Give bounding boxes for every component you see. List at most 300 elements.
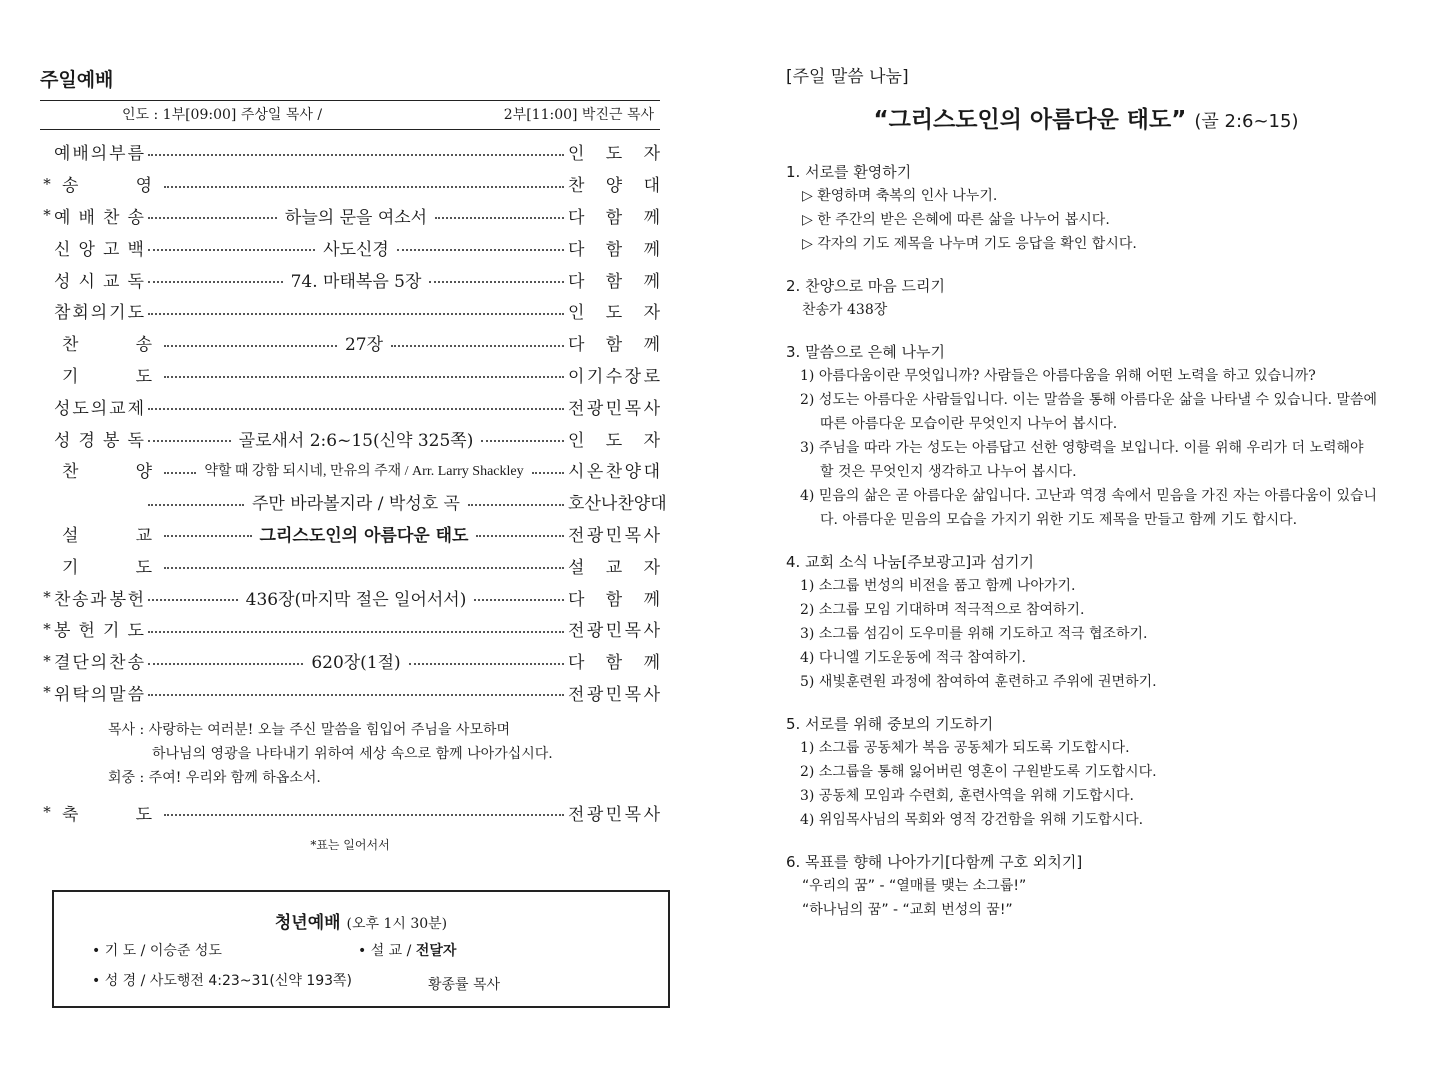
order-item-name <box>54 553 160 578</box>
order-item-detail: 약할 때 강함 되시네, 만유의 주재 / Arr. Larry Shackley <box>204 463 524 479</box>
sermon-title <box>786 101 1386 134</box>
leader-dots <box>148 426 564 451</box>
section-item: 1) 소그룹 번성의 비전을 품고 함께 나아가기. <box>800 578 1076 594</box>
dots <box>391 345 564 347</box>
char: 헌 <box>127 589 144 610</box>
sermon-reference: (골 2:6~15) <box>1194 111 1299 132</box>
order-item-detail: 사도신경 <box>323 239 389 260</box>
section-item: 2) 소그룹 모임 기대하며 적극적으로 참여하기. <box>800 602 1085 618</box>
order-row <box>40 200 660 232</box>
order-item-name <box>54 648 144 673</box>
char: 탁 <box>72 684 89 705</box>
dots <box>164 814 564 816</box>
char: 결 <box>54 653 71 674</box>
char: 배 <box>78 207 95 228</box>
char: 교 <box>109 398 126 419</box>
char: 사 <box>643 525 660 546</box>
standing-note: *표는 일어서서 <box>310 838 390 853</box>
char: 봉 <box>109 589 126 610</box>
char: 함 <box>605 207 623 228</box>
char: 부 <box>109 144 126 165</box>
youth-service-box <box>52 890 670 1008</box>
char: 도 <box>127 303 144 324</box>
order-item-name <box>54 800 160 825</box>
char: 도 <box>135 557 152 578</box>
char: 전 <box>568 684 585 705</box>
char: 민 <box>605 525 623 546</box>
char: 자 <box>643 430 660 451</box>
char: 도 <box>72 398 89 419</box>
sharing-section <box>786 160 1386 256</box>
char: 말 <box>109 684 126 705</box>
char: 찬 <box>62 462 79 483</box>
section-heading: 2. 찬양으로 마음 드리기 <box>786 277 946 295</box>
char: 께 <box>643 239 660 260</box>
leader-dots <box>148 489 564 514</box>
char: 의 <box>90 653 108 674</box>
order-item-leader <box>568 585 660 610</box>
order-item-leader <box>568 616 660 641</box>
char: 찬 <box>568 176 585 197</box>
order-item-leader <box>568 362 660 387</box>
sharing-section <box>786 850 1386 922</box>
order-row <box>40 136 660 168</box>
char: 찬 <box>103 207 120 228</box>
dots <box>397 249 564 251</box>
char: 위 <box>54 684 71 705</box>
char: 전 <box>568 398 585 419</box>
section-item: 3) 공동체 모임과 수련회, 훈련사역을 위해 기도합시다. <box>800 788 1134 804</box>
char: 양 <box>135 462 152 483</box>
char: 목 <box>624 684 642 705</box>
char: 봉 <box>54 621 71 642</box>
char: 전 <box>568 525 585 546</box>
youth-sermon-title: 전달자 <box>415 943 457 959</box>
char: 온 <box>586 462 604 483</box>
pastor-line-2: 하나님의 영광을 나타내기 위하여 세상 속으로 함께 나아가십시다. <box>152 746 553 763</box>
char: 회 <box>72 303 89 324</box>
char: 송 <box>127 653 144 674</box>
service-leaders <box>40 100 660 130</box>
dots <box>148 217 277 219</box>
char: 대 <box>643 176 660 197</box>
dots <box>148 408 564 410</box>
order-row <box>40 796 660 828</box>
char: 목 <box>624 525 642 546</box>
standing-mark: * <box>43 174 51 193</box>
dots <box>435 217 564 219</box>
order-item-name <box>54 616 144 641</box>
standing-mark: * <box>43 206 51 225</box>
char: 사 <box>643 684 660 705</box>
sharing-tag: [주일 말씀 나눔] <box>786 67 909 87</box>
order-item-detail: 하늘의 문을 여소서 <box>284 207 428 228</box>
char: 장 <box>624 366 642 387</box>
char: 시 <box>78 271 95 292</box>
order-row <box>40 677 660 709</box>
leader-dots <box>164 370 564 378</box>
char: 설 <box>62 525 79 546</box>
char: 기 <box>109 303 126 324</box>
order-item-name <box>54 298 144 323</box>
dots <box>164 186 564 188</box>
section-heading: 3. 말씀으로 은혜 나누기 <box>786 343 946 361</box>
leader-dots <box>148 402 564 410</box>
char: 의 <box>90 144 108 165</box>
char: 기 <box>62 366 79 387</box>
order-item-name <box>54 680 144 705</box>
char: 설 <box>568 557 585 578</box>
leader-dots <box>148 625 564 633</box>
dots <box>148 663 303 665</box>
char: 민 <box>605 804 623 825</box>
leader-dots <box>164 561 564 569</box>
leader-dots <box>148 267 564 292</box>
char: 헌 <box>78 621 95 642</box>
leader-dots <box>148 648 564 673</box>
char: 의 <box>90 303 108 324</box>
char: 자 <box>643 303 660 324</box>
char: 함 <box>605 239 623 260</box>
dots <box>148 154 564 156</box>
order-row <box>40 359 660 391</box>
order-row <box>40 295 660 327</box>
order-row <box>40 390 660 422</box>
char: 씀 <box>127 684 144 705</box>
pastor-line-1: 목사 : 사랑하는 여러분! 오늘 주신 말씀을 힘입어 주님을 사모하며 <box>108 722 511 739</box>
char: 단 <box>72 653 89 674</box>
standing-mark: * <box>43 803 51 822</box>
char: 다 <box>568 653 585 674</box>
char: 백 <box>127 239 144 260</box>
order-item-detail: 436장(마지막 절은 일어서서) <box>245 589 467 610</box>
char: 교 <box>135 525 152 546</box>
char: 예 <box>54 144 71 165</box>
order-item-name <box>54 203 144 228</box>
section-item: ▷ 환영하며 축복의 인사 나누기. <box>802 188 998 204</box>
dots <box>148 249 315 251</box>
order-item-name <box>54 394 144 419</box>
youth-title-text: 청년예배 <box>274 913 341 933</box>
char: 제 <box>127 398 144 419</box>
order-item-leader <box>568 203 660 228</box>
order-item-leader <box>568 139 660 164</box>
char: 광 <box>586 804 604 825</box>
char: 축 <box>62 804 79 825</box>
order-item-leader <box>568 330 660 355</box>
dots <box>164 376 564 378</box>
leader-dots <box>148 235 564 260</box>
char: 성 <box>54 271 71 292</box>
order-item-detail: 27장 <box>344 335 384 356</box>
char: 다 <box>568 239 585 260</box>
char: 경 <box>78 430 95 451</box>
order-item-detail: 620장(1절) <box>311 653 401 674</box>
order-item-leader <box>568 553 660 578</box>
standing-mark: * <box>43 651 51 670</box>
char: 광 <box>586 525 604 546</box>
char: 기 <box>103 621 120 642</box>
char: 인 <box>568 430 585 451</box>
char: 독 <box>127 271 144 292</box>
order-item-name <box>54 426 144 451</box>
char: 함 <box>605 271 623 292</box>
char: 전 <box>568 804 585 825</box>
char: 배 <box>72 144 89 165</box>
char: 인 <box>568 144 585 165</box>
order-row <box>40 486 667 518</box>
char: 도 <box>135 366 152 387</box>
order-item-leader <box>568 489 667 515</box>
char: 과 <box>90 589 107 610</box>
char: 수 <box>605 366 623 387</box>
char: 양 <box>633 494 651 515</box>
order-item-leader <box>568 680 660 705</box>
sharing-sections <box>786 160 1386 922</box>
char: 성 <box>54 430 71 451</box>
sermon-sharing-panel <box>786 62 1386 940</box>
leader-dots <box>148 688 564 696</box>
order-item-detail: 74. 마태복음 5장 <box>290 271 422 292</box>
section-item: 2) 소그룹을 통해 잃어버린 영혼이 구원받도록 기도합시다. <box>800 764 1157 780</box>
leader-dots <box>164 521 564 546</box>
leader-dots <box>164 330 564 355</box>
sharing-section <box>786 550 1386 694</box>
order-row <box>40 645 660 677</box>
dots <box>468 504 564 506</box>
char: 독 <box>127 430 144 451</box>
leader-dots <box>148 585 564 610</box>
dots <box>164 345 337 347</box>
char: 산 <box>584 494 601 515</box>
order-item-name <box>54 362 160 387</box>
dots <box>148 281 283 283</box>
sharing-section <box>786 274 1386 322</box>
youth-prayer: • 기 도 / 이승준 성도 <box>92 943 222 959</box>
char: 다 <box>568 271 585 292</box>
char: 민 <box>605 621 623 642</box>
char: 고 <box>103 239 120 260</box>
order-item-detail: 골로새서 2:6~15(신약 325쪽) <box>238 430 474 451</box>
char: 참 <box>54 303 71 324</box>
char: 기 <box>586 366 604 387</box>
section-item: 2) 성도는 아름다운 사람들입니다. 이는 말씀을 통해 아름다운 삶을 나타낼 수 있습니다. 말씀에 따른 아름다운 모습이란 무엇인지 나누어 봅시다. <box>800 392 1378 432</box>
section-item: 5) 새빛훈련원 과정에 참여하여 훈련하고 주위에 권면하기. <box>800 674 1157 690</box>
char: 송 <box>62 176 79 197</box>
char: 민 <box>605 684 623 705</box>
order-item-leader <box>568 426 660 451</box>
youth-title <box>54 908 668 933</box>
char: 도 <box>135 804 152 825</box>
sharing-section <box>786 340 1386 532</box>
char: 사 <box>643 804 660 825</box>
order-item-name <box>54 139 144 164</box>
youth-sermon-label: • 설 교 / <box>358 943 416 959</box>
char: 도 <box>605 144 623 165</box>
order-row <box>40 549 660 581</box>
char: 교 <box>605 557 623 578</box>
char: 송 <box>135 335 152 356</box>
order-item-leader <box>568 457 660 482</box>
dots <box>409 663 564 665</box>
char: 송 <box>72 589 89 610</box>
order-row <box>40 327 660 359</box>
leaders-first: 인도 : 1부[09:00] 주상일 목사 / <box>122 107 323 123</box>
char: 나 <box>600 494 618 515</box>
leader-dots <box>164 460 564 480</box>
dots <box>164 472 196 474</box>
char: 도 <box>605 303 623 324</box>
dots <box>164 567 564 569</box>
char: 찬 <box>54 589 71 610</box>
section-item: ▷ 각자의 기도 제목을 나누며 기도 응답을 확인 합시다. <box>802 236 1137 252</box>
char: 다 <box>568 589 585 610</box>
section-item: 1) 소그룹 공동체가 복음 공동체가 되도록 기도합시다. <box>800 740 1130 756</box>
order-item-leader <box>568 800 660 825</box>
sharing-section <box>786 712 1386 832</box>
dots <box>148 440 231 442</box>
youth-sermon <box>358 940 456 960</box>
char: 교 <box>103 271 120 292</box>
char: 도 <box>605 430 623 451</box>
section-heading: 4. 교회 소식 나눔[주보광고]과 섬기기 <box>786 553 1034 571</box>
char: 목 <box>624 804 642 825</box>
order-item-name <box>54 457 160 482</box>
order-item-name <box>54 171 160 196</box>
order-item-detail: 그리스도인의 아름다운 태도 <box>259 525 469 546</box>
char: 찬 <box>605 462 623 483</box>
char: 다 <box>568 207 585 228</box>
order-item-name <box>54 330 160 355</box>
char: 사 <box>643 621 660 642</box>
char: 께 <box>643 271 660 292</box>
char: 함 <box>605 589 623 610</box>
order-row <box>40 581 660 613</box>
worship-order-panel <box>40 62 667 858</box>
char: 함 <box>605 335 623 356</box>
section-item: ▷ 한 주간의 받은 은혜에 따른 삶을 나누어 봅시다. <box>802 212 1110 228</box>
congregation-line: 회중 : 주여! 우리와 함께 하옵소서. <box>108 770 321 787</box>
order-of-service <box>40 136 667 708</box>
dots <box>148 504 244 506</box>
leader-dots <box>164 180 564 188</box>
sermon-title-text: “그리스도인의 아름다운 태도” <box>873 107 1187 133</box>
char: 양 <box>605 176 623 197</box>
dots <box>148 694 564 696</box>
char: 사 <box>643 398 660 419</box>
order-item-leader <box>568 521 660 546</box>
leader-dots <box>164 808 564 816</box>
char: 광 <box>586 398 604 419</box>
char: 기 <box>62 557 79 578</box>
char: 함 <box>605 653 623 674</box>
char: 목 <box>624 621 642 642</box>
service-title: 주일예배 <box>40 69 114 91</box>
char: 시 <box>568 462 585 483</box>
char: 께 <box>643 335 660 356</box>
char: 름 <box>127 144 144 165</box>
youth-scripture: • 성 경 / 사도행전 4:23~31(신약 193쪽) <box>92 973 353 989</box>
char: 찬 <box>109 653 126 674</box>
section-item: 1) 아름다움이란 무엇입니까? 사람들은 아름다움을 위해 어떤 노력을 하고 있습니까? <box>800 368 1316 384</box>
dots <box>532 472 564 474</box>
char: 께 <box>643 653 660 674</box>
char: 인 <box>568 303 585 324</box>
section-item: “하나님의 꿈” - “교회 번성의 꿈!” <box>802 902 1013 918</box>
order-row <box>40 518 660 550</box>
section-item: 4) 다니엘 기도운동에 적극 참여하기. <box>800 650 1026 666</box>
char: 다 <box>568 335 585 356</box>
order-item-leader <box>568 267 660 292</box>
order-item-leader <box>568 298 660 323</box>
char: 도 <box>127 621 144 642</box>
leaders-second: 2부[11:00] 박진근 목사 <box>503 107 654 123</box>
order-item-name <box>54 267 144 292</box>
char: 앙 <box>78 239 95 260</box>
char: 찬 <box>62 335 79 356</box>
char: 대 <box>643 462 660 483</box>
youth-time: (오후 1시 30분) <box>346 916 448 932</box>
char: 의 <box>90 684 108 705</box>
char: 신 <box>54 239 71 260</box>
dots <box>148 599 238 601</box>
order-row <box>40 168 660 200</box>
dots <box>148 631 564 633</box>
section-heading: 1. 서로를 환영하기 <box>786 163 912 181</box>
order-row <box>40 231 660 263</box>
order-item-leader <box>568 171 660 196</box>
standing-mark: * <box>43 683 51 702</box>
order-row <box>40 422 660 454</box>
leader-dots <box>148 148 564 156</box>
dots <box>429 281 564 283</box>
char: 양 <box>624 462 642 483</box>
order-item-leader <box>568 394 660 419</box>
leader-dots <box>148 203 564 228</box>
char: 로 <box>643 366 660 387</box>
section-item: “우리의 꿈” - “열매를 맺는 소그룹!” <box>802 878 1027 894</box>
char: 전 <box>568 621 585 642</box>
section-item: 4) 믿음의 삶은 곧 아름다운 삶입니다. 고난과 역경 속에서 믿음을 가진 자는 아름다움이 있습니다. 아름다운 믿음의 모습을 가지기 위한 기도 제목을 만들고 함께 기도 합시다. <box>800 488 1378 528</box>
char: 영 <box>135 176 152 197</box>
dots <box>148 313 564 315</box>
section-item: 3) 소그룹 섬김이 도우미를 위해 기도하고 적극 협조하기. <box>800 626 1148 642</box>
char: 예 <box>54 207 71 228</box>
section-heading: 5. 서로를 위해 중보의 기도하기 <box>786 715 994 733</box>
char: 광 <box>586 684 604 705</box>
section-item: 4) 위임목사님의 목회와 영적 강건함을 위해 기도합시다. <box>800 812 1144 828</box>
section-heading: 6. 목표를 향해 나아가기[다함께 구호 외치기] <box>786 853 1083 871</box>
standing-mark: * <box>43 619 51 638</box>
char: 목 <box>624 398 642 419</box>
char: 찬 <box>617 494 634 515</box>
char: 호 <box>568 494 585 515</box>
order-item-detail: 주만 바라볼지라 / 박성호 곡 <box>252 494 460 515</box>
char: 자 <box>643 144 660 165</box>
order-item-leader <box>568 648 660 673</box>
sending-response <box>108 718 660 790</box>
dots <box>481 440 564 442</box>
char: 민 <box>605 398 623 419</box>
dots <box>474 599 564 601</box>
order-item-name <box>54 521 160 546</box>
leader-dots <box>148 307 564 315</box>
char: 이 <box>568 366 585 387</box>
char: 자 <box>643 557 660 578</box>
section-item: 3) 주님을 따라 가는 성도는 아름답고 선한 영향력을 보입니다. 이를 위해 우리가 더 노력해야 할 것은 무엇인지 생각하고 나누어 봅시다. <box>800 440 1364 480</box>
order-row <box>40 613 660 645</box>
order-item-name <box>54 235 144 260</box>
